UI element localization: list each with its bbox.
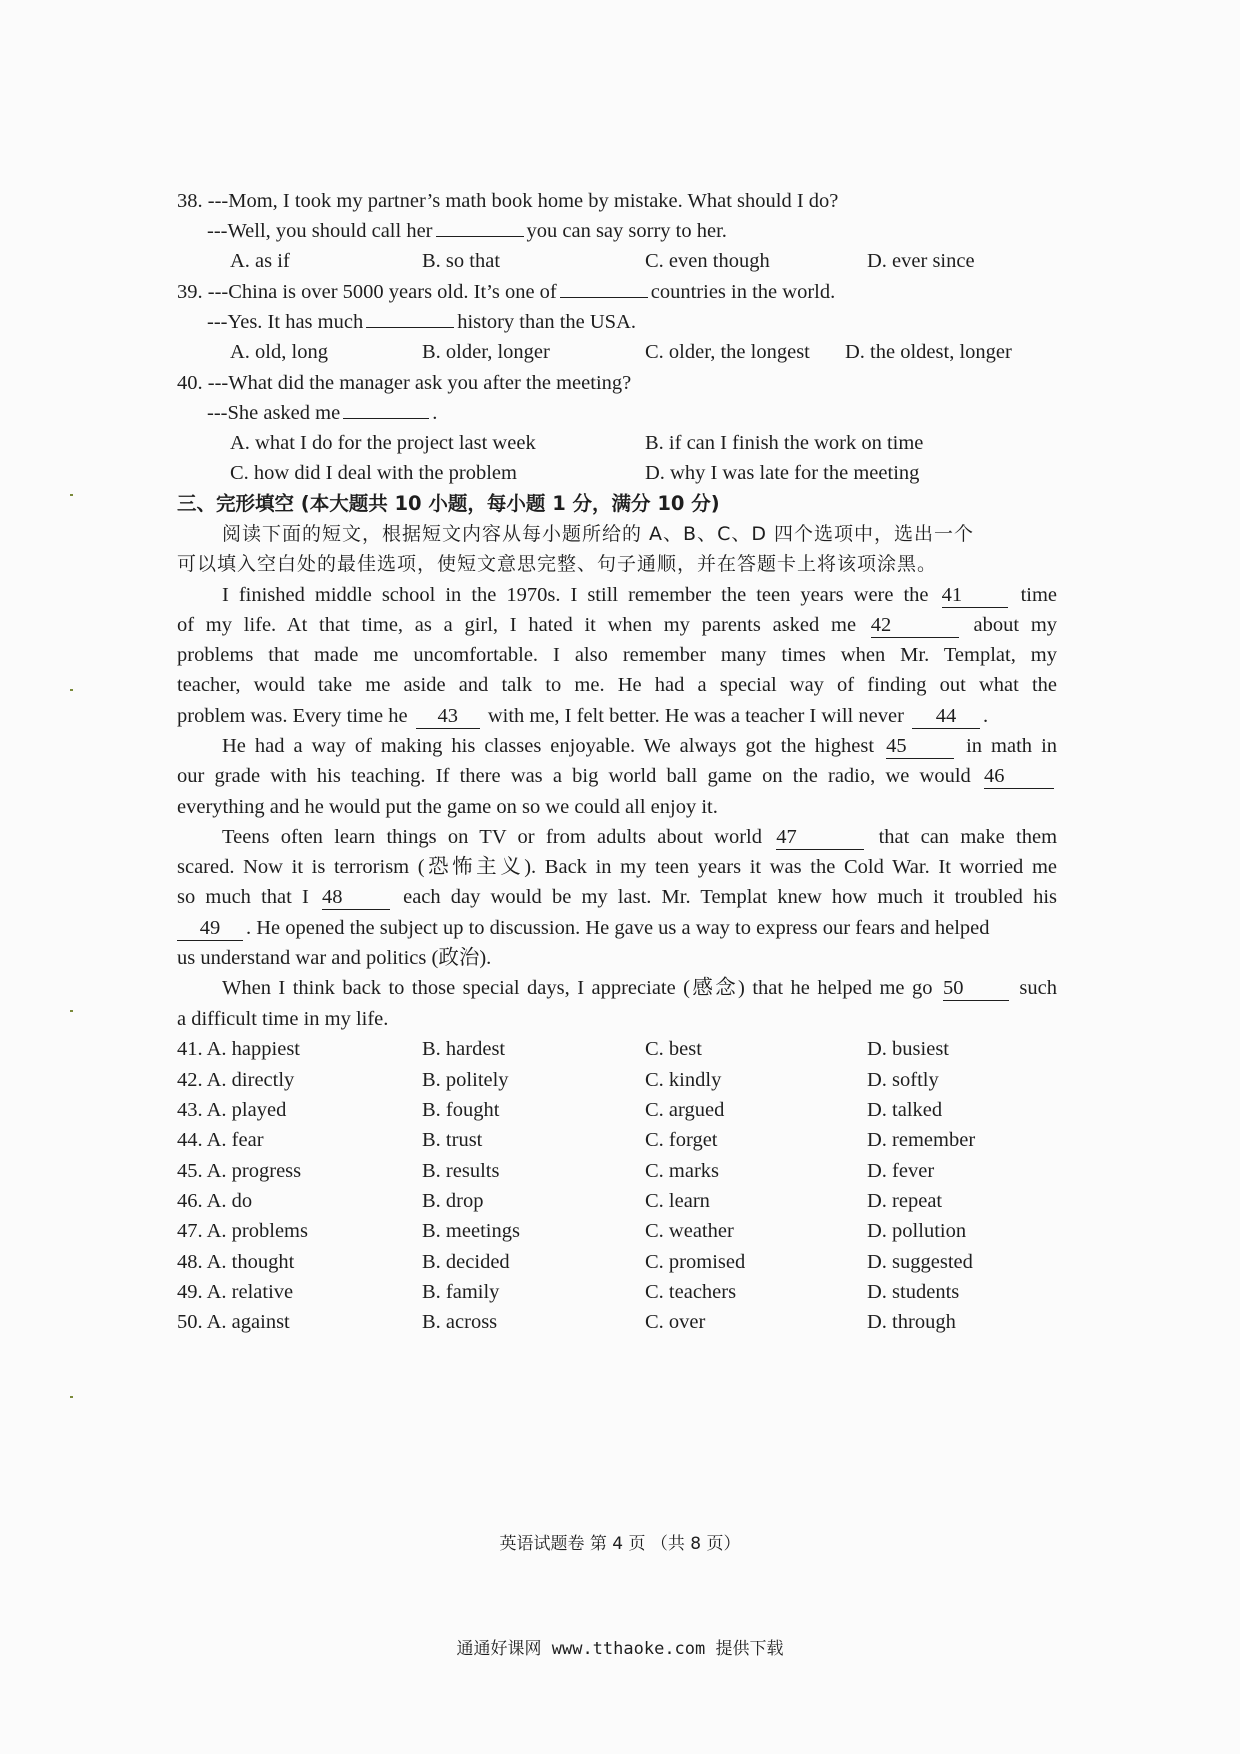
q40-reply: ---She asked me . xyxy=(207,396,1087,430)
blank-43: 43 xyxy=(416,704,480,729)
passage-line: so much that I 48 each day would be my last. Mr. Templat knew how much it troubled his xyxy=(177,886,1058,908)
passage-line: Teens often learn things on TV or from adults about world 47 that can make them xyxy=(222,826,1058,848)
q38-reply: ---Well, you should call her you can say sorry to her. xyxy=(207,214,1087,248)
q38-option-a: A. as if xyxy=(230,250,290,272)
passage-line: problem was. Every time he 43 with me, I felt better. He was a teacher I will never 44 . xyxy=(177,705,989,727)
q40-option-d: D. why I was late for the meeting xyxy=(645,462,920,484)
passage-line: our grade with his teaching. If there was a big world ball game on the radio, we would 46 xyxy=(177,759,1057,793)
passage-line: of my life. At that time, as a girl, I hated it when my parents asked me 42 about my xyxy=(177,614,1058,636)
q38-option-d: D. ever since xyxy=(867,250,975,272)
q38-option-c: C. even though xyxy=(645,250,770,272)
blank-49: 49 xyxy=(177,916,243,941)
q40-option-b: B. if can I finish the work on time xyxy=(645,432,924,454)
q38-option-b: B. so that xyxy=(422,250,501,272)
q40-option-c: C. how did I deal with the problem xyxy=(230,462,517,484)
scan-speck xyxy=(70,1010,73,1012)
passage-line: teacher, would take me aside and talk to me. He had a special way of finding out what the xyxy=(177,674,1057,696)
blank-46: 46 xyxy=(984,764,1054,789)
passage-line: everything and he would put the game on so we could all enjoy it. xyxy=(177,796,718,818)
section-instruction-2: 可以填入空白处的最佳选项，使短文意思完整、句子通顺，并在答题卡上将该项涂黑。 xyxy=(177,553,938,575)
blank-44: 44 xyxy=(912,704,980,729)
q39-stem: 39. ---China is over 5000 years old. It’s one of countries in the world. xyxy=(177,275,1057,309)
scan-speck xyxy=(70,494,73,496)
passage-line: 49 . He opened the subject up to discussion. He gave us a way to express our fears and helped xyxy=(177,911,1057,945)
q39-reply: ---Yes. It has much history than the USA. xyxy=(207,305,1087,339)
blank-50: 50 xyxy=(943,976,1009,1001)
passage-line: us understand war and politics (政治). xyxy=(177,947,492,969)
q39-option-d: D. the oldest, longer xyxy=(845,341,1012,363)
q39-option-a: A. old, long xyxy=(230,341,328,363)
blank-41: 41 xyxy=(942,583,1008,608)
scan-speck xyxy=(70,1396,73,1398)
passage-line: problems that made me uncomfortable. I also remember many times when Mr. Templat, my xyxy=(177,644,1057,666)
blank-47: 47 xyxy=(776,825,864,850)
blank-42: 42 xyxy=(871,613,959,638)
q39-option-b: B. older, longer xyxy=(422,341,550,363)
blank-45: 45 xyxy=(886,734,954,759)
download-watermark: 通通好课网 www.tthaoke.com 提供下载 xyxy=(456,1639,784,1659)
exam-page: 38. ---Mom, I took my partner’s math book home by mistake. What should I do? ---Well, you should call her you can say sorry to her. A. as if B. so that C. even though D. ever since 39. ---China is over 5000 years old. It’s one of countries in the world. ---Yes. It has much history than the USA. A. old, long B. older, longer C. older, the longest D. the oldest, longer 40. ---What did the manager ask you after the meeting? ---She asked me . A. what I do for the project last week B. if can I finish the work on time C. how did I deal with the problem D. why I was late for the meeting 三、完形填空 (本大题共 10 小题，每小题 1 分，满分 10 分) 阅读下面的短文，根据短文内容从每小题所给的 A、B、C、D 四个选项中，选出一个 可以填入空白处的最佳选项，使短文意思完整、句子通顺，并在答题卡上将该项涂黑。 I finished middle school in the 1970s. I still remember the teen years were the 41 time of my life. At that time, as a girl, I hated it when my parents asked me 42 about my problems that made me uncomfortable. I also remember many times when Mr. Templat, my teacher, would take me aside and talk to me. He had a special way of finding out what the problem was. Every time he 43 with me, I felt better. He was a teacher I will never 44 . He had a way of making his classes enjoyable. We always got the highest 45 in math in our grade with his teaching. If there was a big world ball game on the radio, we would 46 everything and he would put the game on so we could all enjoy it. Teens often learn things on TV or from adults about world 47 that can make them scared. Now it is terrorism (恐怖主义). Back in my teen years it was the Cold War. It worried me so much that I 48 each day would be my last. Mr. Templat knew how much it troubled his 49 . He opened the subject up to discussion. He gave us a way to express our fears and helped us understand war and politics (政治). When I think back to those special days, I appreciate (感念) that he helped me go 50 such a difficult time in my life. 41. A. happiest B. hardest C. best D. busiest 42. A. directly B. politely C. kindly D. softly 43. A. played B. fought C. argued D. talked 44. A. fear B. trust C. forget D. remember 45. A. progress B. results C. marks D. fever 46. A. do B. drop C. learn D. repeat 47. A. problems B. meetings C. weather D. pollution 48. A. thought B. decided C. promised D. suggested 49. A. relative B. family C. teachers D. students 50. A. against B. across C. over D. through 英语试题卷 第 4 页 （共 8 页） 通通好课网 www.tthaoke.com 提供下载 xyxy=(0,0,1240,1754)
scan-speck xyxy=(70,689,73,691)
section-title: 三、完形填空 (本大题共 10 小题，每小题 1 分，满分 10 分) xyxy=(177,492,720,515)
passage-line: He had a way of making his classes enjoyable. We always got the highest 45 in math in xyxy=(222,735,1058,757)
q40-option-a: A. what I do for the project last week xyxy=(230,432,536,454)
q39-blank-1 xyxy=(560,275,648,298)
q40-stem: 40. ---What did the manager ask you after the meeting? xyxy=(177,372,632,394)
page-footer: 英语试题卷 第 4 页 （共 8 页） xyxy=(499,1534,741,1554)
passage-line: a difficult time in my life. xyxy=(177,1008,389,1030)
q39-option-c: C. older, the longest xyxy=(645,341,810,363)
blank-48: 48 xyxy=(322,885,390,910)
q38-blank xyxy=(436,214,524,237)
passage-line: I finished middle school in the 1970s. I still remember the teen years were the 41 time xyxy=(222,584,1058,606)
q40-blank xyxy=(343,396,429,419)
passage-line: When I think back to those special days, I appreciate (感念) that he helped me go 50 such xyxy=(222,977,1057,999)
q39-blank-2 xyxy=(366,305,454,328)
q38-stem: 38. ---Mom, I took my partner’s math book home by mistake. What should I do? xyxy=(177,190,839,212)
passage-line: scared. Now it is terrorism (恐怖主义). Back in my teen years it was the Cold War. It worried me xyxy=(177,856,1057,878)
section-instruction-1: 阅读下面的短文，根据短文内容从每小题所给的 A、B、C、D 四个选项中，选出一个 xyxy=(222,523,975,545)
